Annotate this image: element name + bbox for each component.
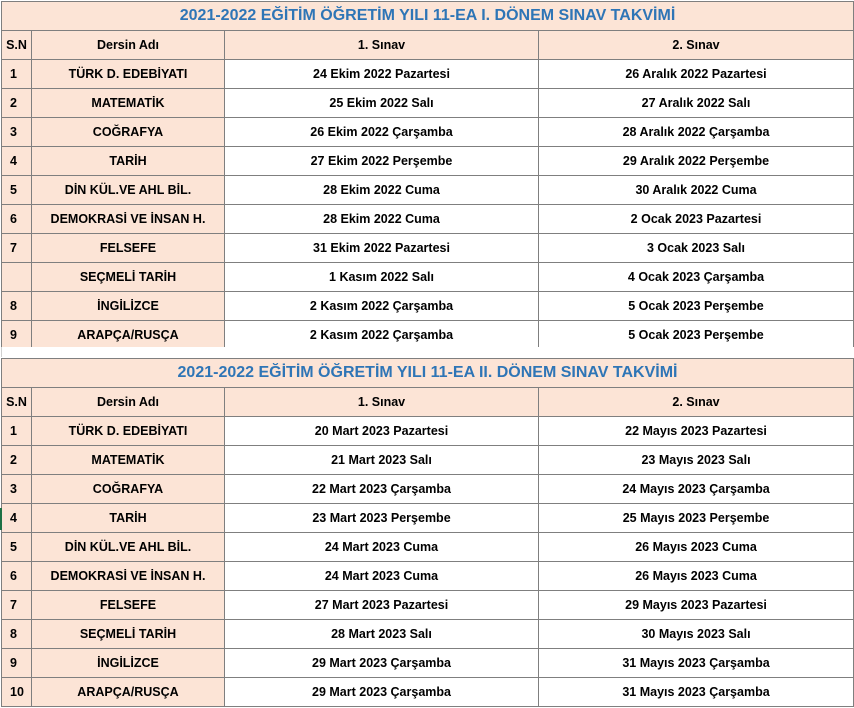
row-course[interactable]: COĞRAFYA — [32, 118, 225, 147]
table-row — [2, 649, 854, 678]
table-row — [2, 263, 854, 292]
table-row — [2, 591, 854, 620]
row-exam1[interactable]: 29 Mart 2023 Çarşamba — [225, 649, 539, 678]
row-sn[interactable]: 1 — [2, 60, 32, 89]
table-row — [2, 234, 854, 263]
row-course[interactable]: COĞRAFYA — [32, 475, 225, 504]
row-course[interactable]: İNGİLİZCE — [32, 292, 225, 321]
table-row — [2, 446, 854, 475]
row-exam1[interactable]: 27 Ekim 2022 Perşembe — [225, 147, 539, 176]
table-row — [2, 475, 854, 504]
row-sn[interactable]: 8 — [2, 292, 32, 321]
table-row — [2, 176, 854, 205]
row-exam1[interactable]: 24 Ekim 2022 Pazartesi — [225, 60, 539, 89]
table-row — [2, 417, 854, 446]
row-sn[interactable]: 6 — [2, 562, 32, 591]
row-course[interactable]: SEÇMELİ TARİH — [32, 263, 225, 292]
row-exam1[interactable]: 2 Kasım 2022 Çarşamba — [225, 321, 539, 350]
row-exam1[interactable]: 24 Mart 2023 Cuma — [225, 533, 539, 562]
row-exam1[interactable]: 31 Ekim 2022 Pazartesi — [225, 234, 539, 263]
row-exam2[interactable]: 27 Aralık 2022 Salı — [539, 89, 854, 118]
row-exam1[interactable]: 29 Mart 2023 Çarşamba — [225, 678, 539, 707]
table-row — [2, 678, 854, 707]
row-sn[interactable]: 8 — [2, 620, 32, 649]
row-exam2[interactable]: 30 Aralık 2022 Cuma — [539, 176, 854, 205]
row-exam2[interactable]: 26 Mayıs 2023 Cuma — [539, 562, 854, 591]
row-sn[interactable]: 6 — [2, 205, 32, 234]
row-sn[interactable]: 5 — [2, 533, 32, 562]
table-row — [2, 321, 854, 350]
row-sn[interactable]: 7 — [2, 591, 32, 620]
table-row — [2, 147, 854, 176]
header-exam2[interactable]: 2. Sınav — [539, 31, 854, 60]
row-exam2[interactable]: 29 Aralık 2022 Perşembe — [539, 147, 854, 176]
row-exam2[interactable]: 22 Mayıs 2023 Pazartesi — [539, 417, 854, 446]
table-row — [2, 205, 854, 234]
row-exam1[interactable]: 25 Ekim 2022 Salı — [225, 89, 539, 118]
table-row — [2, 562, 854, 591]
row-sn[interactable]: 2 — [2, 446, 32, 475]
row-exam1[interactable]: 26 Ekim 2022 Çarşamba — [225, 118, 539, 147]
header-sn[interactable]: S.N — [2, 31, 32, 60]
row-sn[interactable] — [2, 263, 32, 292]
row-course[interactable]: ARAPÇA/RUSÇA — [32, 321, 225, 350]
term1-header-row — [2, 31, 854, 60]
row-exam2[interactable]: 31 Mayıs 2023 Çarşamba — [539, 678, 854, 707]
row-course[interactable]: FELSEFE — [32, 591, 225, 620]
row-exam2[interactable]: 30 Mayıs 2023 Salı — [539, 620, 854, 649]
row-sn[interactable]: 4 — [2, 504, 32, 533]
row-sn[interactable]: 9 — [2, 321, 32, 350]
row-exam2[interactable]: 2 Ocak 2023 Pazartesi — [539, 205, 854, 234]
row-course[interactable]: MATEMATİK — [32, 446, 225, 475]
term2-header-row — [2, 388, 854, 417]
row-exam1[interactable]: 21 Mart 2023 Salı — [225, 446, 539, 475]
row-exam2[interactable]: 26 Mayıs 2023 Cuma — [539, 533, 854, 562]
row-course[interactable]: DİN KÜL.VE AHL BİL. — [32, 533, 225, 562]
row-exam2[interactable]: 5 Ocak 2023 Perşembe — [539, 321, 854, 350]
row-course[interactable]: TÜRK D. EDEBİYATI — [32, 60, 225, 89]
row-exam2[interactable]: 26 Aralık 2022 Pazartesi — [539, 60, 854, 89]
row-sn[interactable]: 9 — [2, 649, 32, 678]
row-course[interactable]: DEMOKRASİ VE İNSAN H. — [32, 562, 225, 591]
row-sn[interactable]: 5 — [2, 176, 32, 205]
row-sn[interactable]: 7 — [2, 234, 32, 263]
row-exam1[interactable]: 24 Mart 2023 Cuma — [225, 562, 539, 591]
header-exam1[interactable]: 1. Sınav — [225, 388, 539, 417]
term1-exam-table — [1, 1, 854, 350]
row-exam2[interactable]: 24 Mayıs 2023 Çarşamba — [539, 475, 854, 504]
row-course[interactable]: FELSEFE — [32, 234, 225, 263]
row-sn[interactable]: 3 — [2, 475, 32, 504]
row-exam2[interactable]: 3 Ocak 2023 Salı — [539, 234, 854, 263]
table-row — [2, 89, 854, 118]
row-exam1[interactable]: 23 Mart 2023 Perşembe — [225, 504, 539, 533]
row-exam2[interactable]: 4 Ocak 2023 Çarşamba — [539, 263, 854, 292]
row-exam1[interactable]: 28 Mart 2023 Salı — [225, 620, 539, 649]
row-sn[interactable]: 2 — [2, 89, 32, 118]
header-course[interactable]: Dersin Adı — [32, 31, 225, 60]
row-exam2[interactable]: 29 Mayıs 2023 Pazartesi — [539, 591, 854, 620]
row-course[interactable]: TARİH — [32, 147, 225, 176]
row-exam2[interactable]: 25 Mayıs 2023 Perşembe — [539, 504, 854, 533]
row-exam1[interactable]: 28 Ekim 2022 Cuma — [225, 205, 539, 234]
term1-title[interactable]: 2021-2022 EĞİTİM ÖĞRETİM YILI 11-EA I. DÖNEM SINAV TAKVİMİ — [2, 2, 854, 31]
term2-title[interactable]: 2021-2022 EĞİTİM ÖĞRETİM YILI 11-EA II. DÖNEM SINAV TAKVİMİ — [2, 359, 854, 388]
header-sn[interactable]: S.N — [2, 388, 32, 417]
row-course[interactable]: TARİH — [32, 504, 225, 533]
row-exam2[interactable]: 28 Aralık 2022 Çarşamba — [539, 118, 854, 147]
row-sn[interactable]: 1 — [2, 417, 32, 446]
row-course[interactable]: SEÇMELİ TARİH — [32, 620, 225, 649]
row-exam1[interactable]: 2 Kasım 2022 Çarşamba — [225, 292, 539, 321]
header-course[interactable]: Dersin Adı — [32, 388, 225, 417]
table-row — [2, 60, 854, 89]
row-exam1[interactable]: 27 Mart 2023 Pazartesi — [225, 591, 539, 620]
term2-exam-table — [1, 358, 854, 707]
table-row — [2, 620, 854, 649]
row-exam2[interactable]: 31 Mayıs 2023 Çarşamba — [539, 649, 854, 678]
cell-selection-marker — [0, 508, 2, 530]
row-sn[interactable]: 4 — [2, 147, 32, 176]
empty-row-gap — [1, 347, 854, 357]
row-course[interactable]: TÜRK D. EDEBİYATI — [32, 417, 225, 446]
header-exam1[interactable]: 1. Sınav — [225, 31, 539, 60]
row-exam1[interactable]: 28 Ekim 2022 Cuma — [225, 176, 539, 205]
table-row — [2, 118, 854, 147]
table-row — [2, 533, 854, 562]
table-row — [2, 504, 854, 533]
row-sn[interactable]: 10 — [2, 678, 32, 707]
table-row — [2, 292, 854, 321]
row-exam1[interactable]: 22 Mart 2023 Çarşamba — [225, 475, 539, 504]
row-sn[interactable]: 3 — [2, 118, 32, 147]
row-exam2[interactable]: 5 Ocak 2023 Perşembe — [539, 292, 854, 321]
row-course[interactable]: DİN KÜL.VE AHL BİL. — [32, 176, 225, 205]
header-exam2[interactable]: 2. Sınav — [539, 388, 854, 417]
row-exam1[interactable]: 20 Mart 2023 Pazartesi — [225, 417, 539, 446]
row-course[interactable]: ARAPÇA/RUSÇA — [32, 678, 225, 707]
row-course[interactable]: İNGİLİZCE — [32, 649, 225, 678]
row-exam1[interactable]: 1 Kasım 2022 Salı — [225, 263, 539, 292]
row-course[interactable]: DEMOKRASİ VE İNSAN H. — [32, 205, 225, 234]
row-exam2[interactable]: 23 Mayıs 2023 Salı — [539, 446, 854, 475]
row-course[interactable]: MATEMATİK — [32, 89, 225, 118]
